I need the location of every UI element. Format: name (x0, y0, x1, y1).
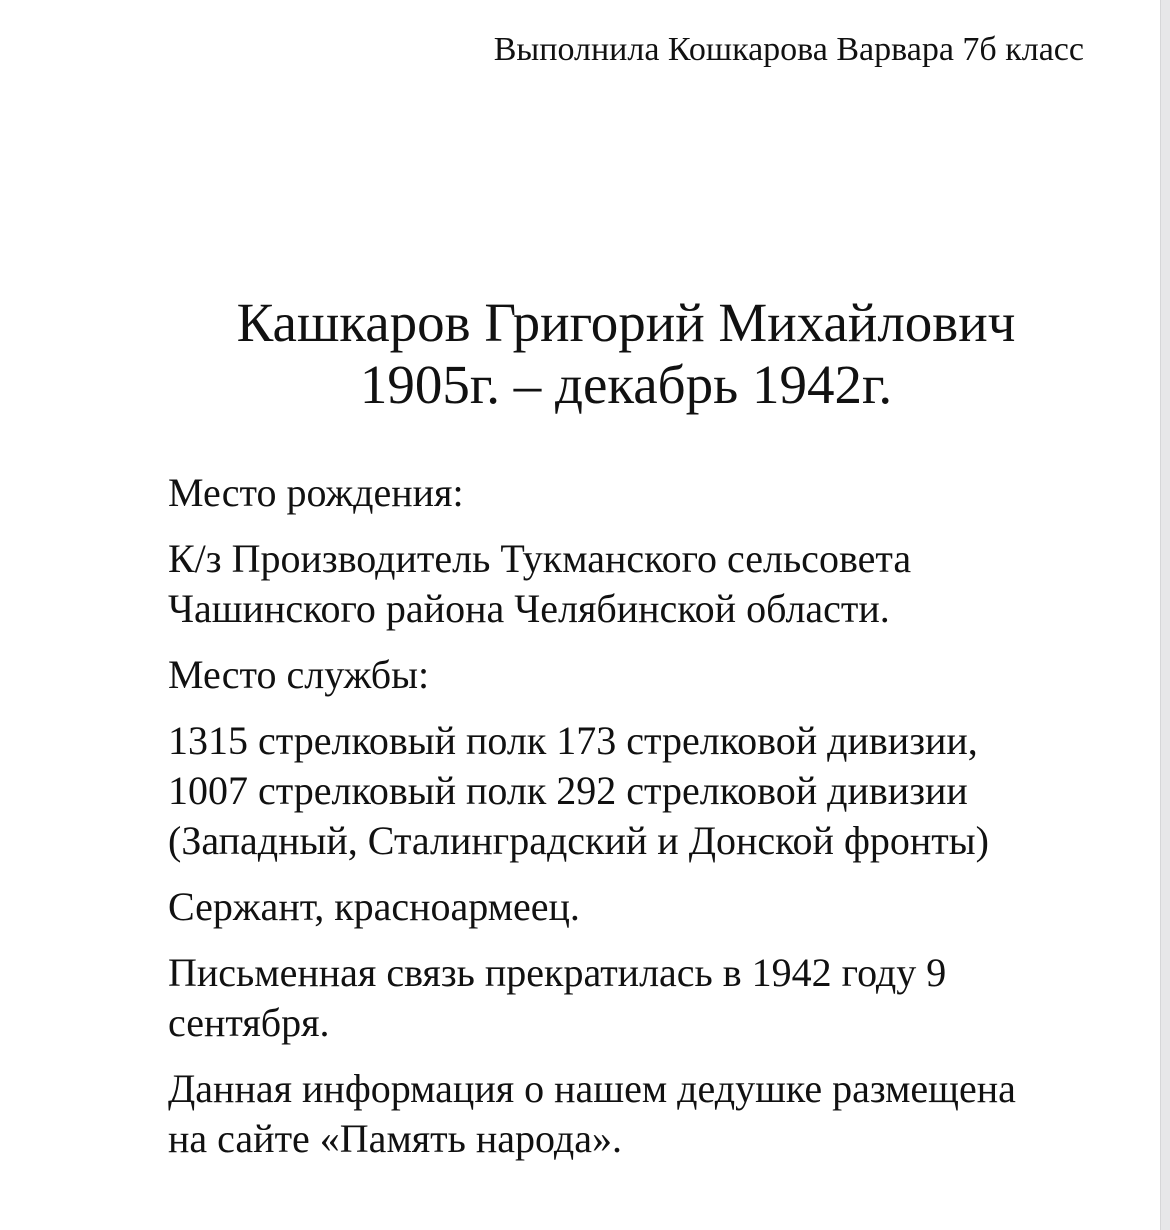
biography-text (168, 468, 1068, 1180)
text-line: Чашинского района Челябинской области. (168, 586, 890, 631)
text-line: на сайте «Память народа». (168, 1116, 622, 1161)
text-line: Место службы: (168, 652, 430, 697)
last-contact (168, 948, 1068, 1048)
title-block (0, 292, 1170, 416)
text-line: сентября. (168, 1000, 330, 1045)
rank-line (168, 882, 1068, 932)
text-line: Письменная связь прекратилась в 1942 году 9 (168, 950, 947, 995)
service-heading (168, 650, 1068, 700)
service-value (168, 716, 1068, 866)
birthplace-value (168, 534, 1068, 634)
text-line: Место рождения: (168, 470, 464, 515)
text-line: Данная информация о нашем дедушке размещена (168, 1066, 1016, 1111)
author-line: Выполнила Кошкарова Варвара 7б класс (493, 31, 1084, 68)
text-line: 1007 стрелковый полк 292 стрелковой дивизии (168, 768, 968, 813)
life-dates: 1905г. – декабрь 1942г. (359, 354, 893, 415)
text-line: 1315 стрелковый полк 173 стрелковой дивизии, (168, 718, 978, 763)
text-line: (Западный, Сталинградский и Донской фронты) (168, 818, 989, 863)
person-name: Кашкаров Григорий Михайлович (236, 292, 1016, 353)
source-note (168, 1064, 1068, 1164)
text-line: К/з Производитель Тукманского сельсовета (168, 536, 912, 581)
text-line: Сержант, красноармеец. (168, 884, 580, 929)
scroll-edge (1160, 0, 1170, 1230)
birthplace-heading (168, 468, 1068, 518)
